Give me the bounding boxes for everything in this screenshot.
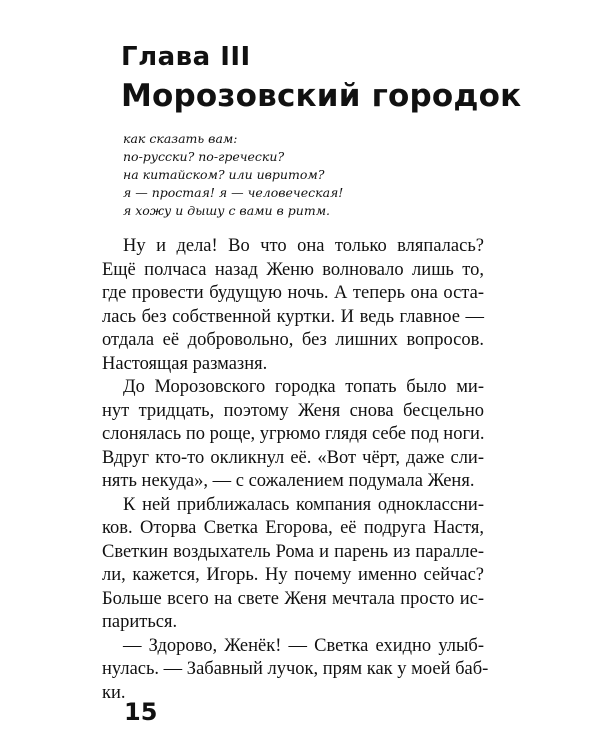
epigraph-line: на китайском? или ивритом? <box>123 167 325 182</box>
text-line: ки. <box>102 682 126 703</box>
text-line: Ещё полчаса назад Женю волновало лишь то, <box>102 259 484 280</box>
text-line: Вдруг кто-то окликнул её. «Вот чёрт, даже сли- <box>102 447 484 468</box>
epigraph <box>123 130 453 220</box>
text-line: где провести будущую ночь. А теперь она оста- <box>102 283 484 303</box>
text-line: ков. Оторва Светка Егорова, её подруга Настя, <box>102 518 484 538</box>
text-line: нять некуда», — с сожалением подумала Женя. <box>102 471 475 491</box>
text-line: Настоящая размазня. <box>102 353 268 374</box>
text-line: К ней приближалась компания одноклассни- <box>123 494 484 515</box>
epigraph-line: я — простая! я — человеческая! <box>123 185 344 200</box>
paragraph <box>102 494 484 635</box>
text-line: Больше всего на свете Женя мечтала просто ис- <box>102 588 484 609</box>
epigraph-line: по-русски? по-гречески? <box>123 149 285 164</box>
text-line: лась без собственной куртки. И ведь главное — <box>102 306 484 327</box>
paragraph <box>102 635 489 706</box>
text-line: париться. <box>102 612 178 632</box>
text-line: нут тридцать, поэтому Женя снова бесцельно <box>102 400 484 421</box>
text-line: — Здорово, Женёк! — Светка ехидно улыб- <box>123 635 484 656</box>
text-line: До Морозовского городка топать было ми- <box>123 377 484 397</box>
text-line: Ну и дела! Во что она только вляпалась? <box>123 236 484 256</box>
chapter-label: Глава III <box>121 42 251 72</box>
text-line: отдала её добровольно, без лишних вопросов. <box>102 330 484 350</box>
epigraph-line: я хожу и дышу с вами в ритм. <box>123 203 331 218</box>
text-line: нулась. — Забавный лучок, прям как у моей баб- <box>102 659 489 679</box>
page-number: 15 <box>124 698 158 726</box>
epigraph-line: как сказать вам: <box>123 131 238 146</box>
body-text <box>102 235 489 705</box>
text-line: Светкин воздыхатель Рома и парень из паралле- <box>102 541 484 562</box>
paragraph <box>102 376 484 494</box>
text-line: слонялась по роще, угрюмо глядя себе под ноги. <box>102 424 485 444</box>
paragraph <box>102 235 484 376</box>
chapter-title: Морозовский городок <box>121 78 522 114</box>
text-line: ли, кажется, Игорь. Ну почему именно сейчас? <box>102 565 484 585</box>
